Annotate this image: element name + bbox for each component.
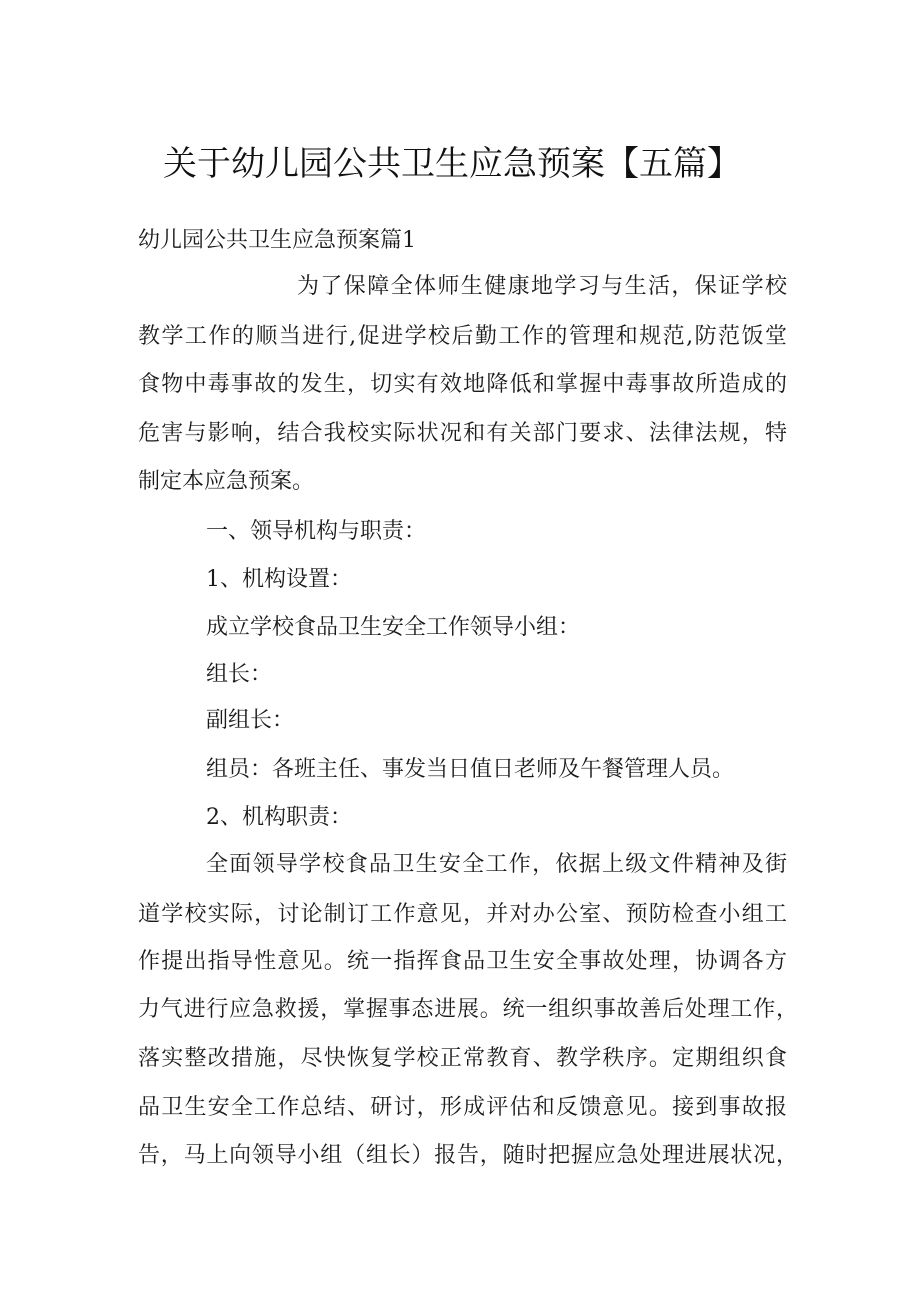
duties-line-5: 落实整改措施，尽快恢复学校正常教育、教学秩序。定期组织食 bbox=[138, 1046, 787, 1071]
members-line: 组员：各班主任、事发当日值日老师及午餐管理人员。 bbox=[206, 757, 735, 782]
document-title: 关于幼儿园公共卫生应急预案【五篇】 bbox=[163, 144, 741, 184]
intro-line-2: 教学工作的顺当进行,促进学校后勤工作的管理和规范,防范饭堂 bbox=[138, 324, 787, 349]
deputy-leader-line: 副组长： bbox=[206, 708, 295, 733]
group-intro: 成立学校食品卫生安全工作领导小组： bbox=[206, 615, 581, 640]
heading-leadership: 一、领导机构与职责： bbox=[206, 519, 427, 544]
duties-line-7: 告，马上向领导小组（组长）报告，随时把握应急处理进展状况， bbox=[138, 1143, 798, 1168]
duties-line-1: 全面领导学校食品卫生安全工作，依据上级文件精神及街 bbox=[206, 852, 787, 877]
leader-line: 组长： bbox=[206, 662, 273, 687]
duties-line-3: 作提出指导性意见。统一指挥食品卫生安全事故处理，协调各方 bbox=[138, 949, 787, 974]
intro-line-5: 制定本应急预案。 bbox=[138, 469, 315, 494]
duties-line-2: 道学校实际，讨论制订工作意见，并对办公室、预防检查小组工 bbox=[138, 902, 787, 927]
duties-line-6: 品卫生安全工作总结、研讨，形成评估和反馈意见。接到事故报 bbox=[138, 1095, 787, 1120]
subheading-setup: 1、机构设置： bbox=[206, 567, 352, 592]
intro-line-4: 危害与影响，结合我校实际状况和有关部门要求、法律法规，特 bbox=[138, 421, 787, 446]
subheading-duties: 2、机构职责： bbox=[206, 805, 352, 830]
section-heading: 幼儿园公共卫生应急预案篇1 bbox=[138, 228, 416, 253]
intro-line-1: 为了保障全体师生健康地学习与生活，保证学校 bbox=[297, 274, 787, 299]
duties-line-4: 力气进行应急救援，掌握事态进展。统一组织事故善后处理工作， bbox=[138, 997, 798, 1022]
intro-line-3: 食物中毒事故的发生，切实有效地降低和掌握中毒事故所造成的 bbox=[138, 372, 787, 397]
